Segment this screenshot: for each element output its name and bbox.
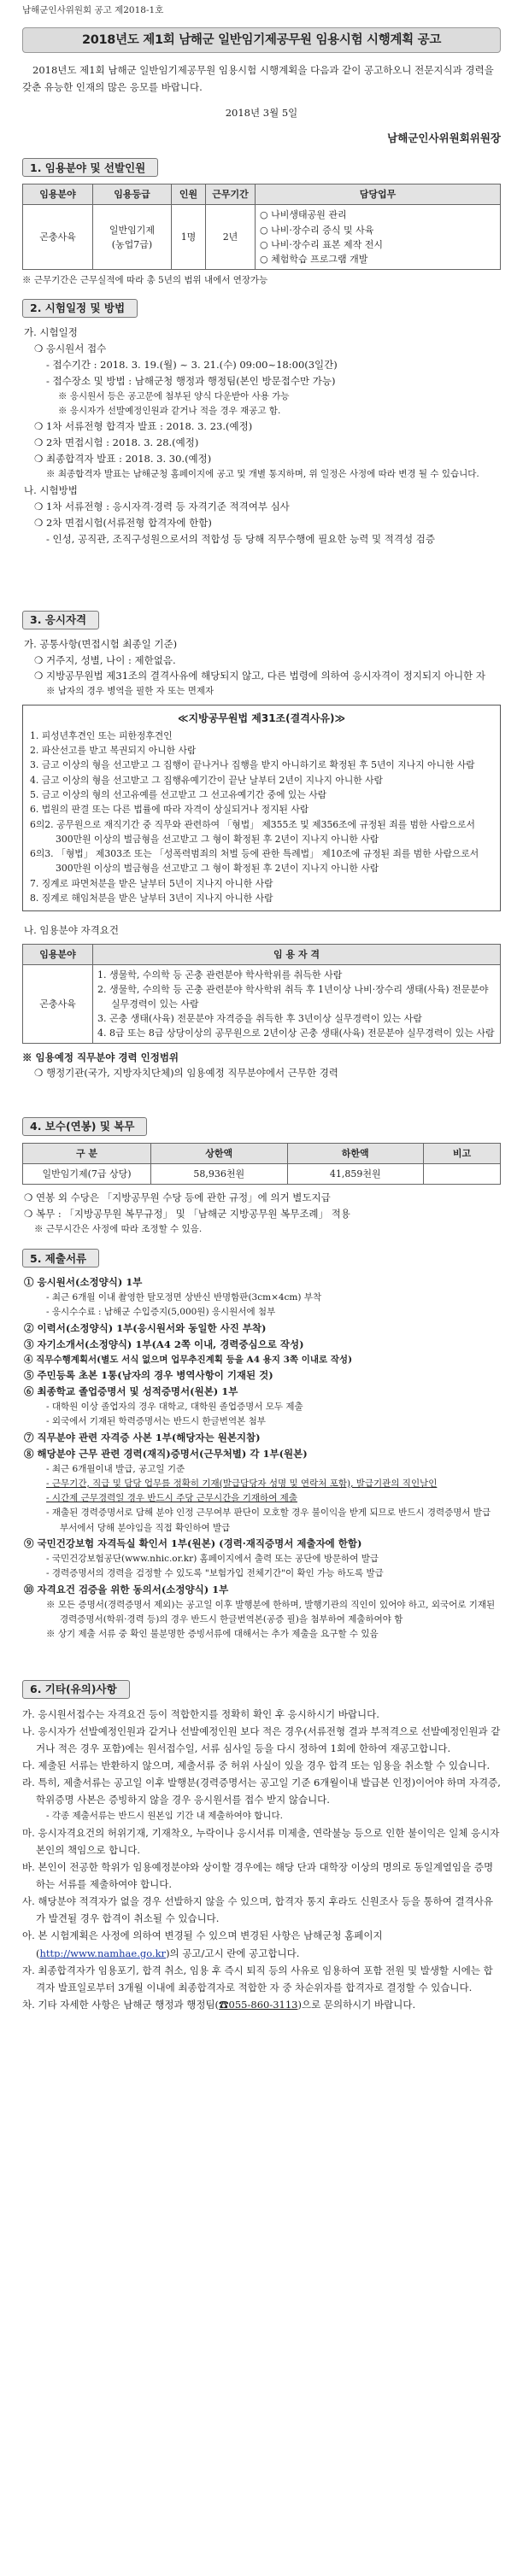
requirement-heading: 나. 임용분야 자격요건 — [24, 924, 119, 937]
doc-item: ⑦ 직무분야 관련 자격증 사본 1부(해당자는 원본지참) — [24, 1431, 261, 1443]
hours-note: ※ 근무시간은 사정에 따라 조정할 수 있음. — [34, 1223, 203, 1234]
section-3-heading: 3. 응시자격 — [22, 611, 99, 629]
allowance-note: ❍ 연봉 외 수당은 「지방공무원 수당 등에 관한 규정」에 의거 별도지급 — [24, 1191, 331, 1203]
period-note: ※ 근무기간은 근무실적에 따라 총 5년의 범위 내에서 연장가능 — [22, 274, 268, 285]
notes-item: 라. 특히, 제출서류는 공고일 이후 발행분(경력증명서는 공고일 기준 6개월이내 발급본 인정)이어야 하며 자격증, 학위증명 사본은 증빙하지 않을 경우 응시원서를 접수 받지 않습니다. — [22, 1777, 501, 1806]
notes-detail: - 각종 제출서류는 반드시 원본임 기간 내 제출하여야 합니다. — [46, 1811, 284, 1822]
doc-item: ③ 자기소개서(소정양식) 1부(A4 2쪽 이내, 경력중심으로 작성) — [24, 1338, 304, 1350]
th-lower: 하한액 — [287, 1143, 424, 1163]
cell-req-field: 곤충사육 — [23, 964, 93, 1043]
disqualification-item: 6의3. 「형법」 제303조 또는 「성폭력범죄의 처벌 등에 관한 특례법」 제10조에 규정된 죄를 범한 사람으로서 300만원 이상의 벌금형을 선고받고 그 형이 확정된 후 2년이 지나지 아니한 사람 — [30, 848, 479, 875]
career-scope-item: ❍ 행정기관(국가, 지방자치단체)의 임용예정 직무분야에서 근무한 경력 — [34, 1067, 338, 1080]
notes-item: 아. 본 시험계획은 사정에 의하여 변경될 수 있으며 변경된 사항은 남해군청 홈페이지(http://www.namhae.go.kr)의 공고/고시 란에 공고합니다. — [22, 1929, 383, 1959]
doc-detail: - 근무기간, 직급 및 담당 업무를 정확히 기재(발급담당자 성명 및 연락처 포함), 발급기관의 직인날인 — [46, 1478, 438, 1489]
requirement-item: 1. 생물학, 수의학 등 곤충 관련분야 학사학위를 취득한 사람 — [97, 969, 343, 981]
application-place: - 접수장소 및 방법 : 남해군청 행정과 행정팀(본인 방문접수만 가능) — [46, 374, 336, 387]
cell-field: 곤충사육 — [23, 205, 93, 269]
notes-item: 나. 응시자가 선발예정인원과 같거나 선발예정인원 보다 적은 경우(서류전형 결과 부적격으로 선발예정인원과 같거나 적은 경우 포함)에는 원서접수일, 서류 심사일 등을 다시 정하여 1회에 한하여 재공고합니다. — [22, 1724, 501, 1754]
notes-item: 다. 제출된 서류는 반환하지 않으며, 제출서류 중 허위 사실이 있을 경우 합격 또는 임용을 취소할 수 있습니다. — [22, 1759, 491, 1771]
notice-date: 2018년 3월 5일 — [225, 107, 298, 120]
military-note: ※ 남자의 경우 병역을 필한 자 또는 면제자 — [46, 686, 214, 697]
cell-period: 2년 — [206, 205, 256, 269]
duty-item: ○ 나비생태공원 관리 — [260, 209, 347, 221]
cell-count: 1명 — [172, 205, 206, 269]
application-period: - 접수기간 : 2018. 3. 19.(월) ~ 3. 21.(수) 09:00~18:00(3일간) — [46, 358, 338, 371]
disqualification-title: ≪지방공무원법 제31조(결격사유)≫ — [177, 711, 346, 724]
doc-item: ① 응시원서(소정양식) 1부 — [24, 1276, 143, 1289]
section-2-heading: 2. 시험일정 및 방법 — [22, 299, 138, 318]
doc-note: ※ 모든 증명서(경력증명서 제외)는 공고일 이후 발행분에 한하며, 발행기관의 직인이 있어야 하고, 외국어로 기재된 경력증명서(학위·경력 등)의 경우 반드시 한글번역본(공증 필)을 첨부하여 제출하여야 함 — [46, 1599, 496, 1625]
homepage-link[interactable]: http://www.namhae.go.kr — [39, 1947, 167, 1959]
notes-block — [22, 1706, 501, 2014]
notes-item: 마. 응시자격요건의 허위기재, 기재착오, 누락이나 응시서류 미제출, 연락불능 등으로 인한 불이익은 일체 응시자 본인의 책임으로 합니다. — [22, 1826, 500, 1856]
common-item-2: ❍ 지방공무원법 제31조의 결격사유에 해당되지 않고, 다른 법령에 의하여 응시자격이 정지되지 아니한 자 — [34, 670, 485, 682]
disqualification-item: 5. 금고 이상의 형의 선고유예를 선고받고 그 선고유예기간 중에 있는 사람 — [30, 789, 327, 800]
doc-detail: - 경력증명서의 경력을 검정할 수 있도록 "보험가입 전체기간"이 확인 가능 하도록 발급 — [46, 1568, 384, 1579]
requirement-table — [22, 944, 501, 1044]
cell-req-quals — [93, 964, 501, 1043]
doc-item: ⑤ 주민등록 초본 1통(남자의 경우 병역사항이 기재된 것) — [24, 1369, 273, 1382]
section-1-heading: 1. 임용분야 및 선발인원 — [22, 158, 158, 177]
duty-item: ○ 체험학습 프로그램 개발 — [260, 253, 368, 265]
doc-detail: - 외국에서 기재된 학력증명서는 반드시 한글번역본 첨부 — [46, 1416, 266, 1427]
notice-title: 2018년도 제1회 남해군 일반임기제공무원 임용시험 시행계획 공고 — [22, 27, 501, 53]
requirement-item: 4. 8급 또는 8급 상당이상의 공무원으로 2년이상 곤충 생태(사육) 전문분야 실무경력이 있는 사람 — [97, 1027, 495, 1039]
th-period: 근무기간 — [206, 184, 256, 205]
doc-detail: - 최근 6개월 이내 촬영한 탈모정면 상반신 반명함판(3cm×4cm) 부착 — [46, 1292, 322, 1303]
application-item: ❍ 응시원서 접수 — [34, 342, 107, 354]
salary-notes — [22, 1190, 501, 1237]
final-result-note: ※ 최종합격자 발표는 남해군청 홈페이지에 공고 및 개별 통지하며, 위 일정은 사정에 따라 변경 될 수 있습니다. — [46, 469, 479, 480]
disqualification-item: 6의2. 공무원으로 재직기간 중 직무와 관련하여 「형법」 제355조 및 제356조에 규정된 죄를 범한 사람으로서 300만원 이상의 벌금형을 선고받고 그 형이 확정된 후 2년이 지나지 아니한 사람 — [30, 818, 475, 845]
notes-item: 바. 본인이 전공한 학위가 임용예정분야와 상이할 경우에는 해당 단과 대학장 이상의 명의로 동일계열임을 증명하는 서류를 제출하여야 합니다. — [22, 1860, 494, 1891]
interview-item: ❍ 2차 면접시험 : 2018. 3. 28.(예정) — [34, 436, 199, 449]
notes-item: 차. 기타 자세한 사항은 남해군 행정과 행정팀(☎055-860-3113)으로 문의하시기 바랍니다. — [22, 1998, 416, 2011]
th-duties: 담당업무 — [256, 184, 501, 205]
cell-duties — [256, 205, 501, 269]
th-req-field: 임용분야 — [23, 944, 93, 964]
th-remark: 비고 — [424, 1143, 501, 1163]
doc-item: ④ 직무수행계획서(별도 서식 없으며 업무추진계획 등을 A4 용지 3쪽 이내로 작성) — [24, 1354, 353, 1365]
disqualification-item: 6. 법원의 판결 또는 다른 법률에 따라 자격이 상실되거나 정지된 사람 — [30, 804, 309, 816]
qualification-block — [22, 636, 501, 700]
duty-item: ○ 나비·장수리 증식 및 사육 — [260, 224, 374, 236]
notes-item: 사. 해당분야 적격자가 없을 경우 선발하지 않을 수 있으며, 합격자 통지 후라도 신원조사 등을 통하여 결격사유가 발견될 경우 합격이 취소될 수 있습니다. — [22, 1895, 493, 1925]
th-type: 구 분 — [23, 1143, 151, 1163]
schedule-block — [22, 325, 501, 547]
doc-detail: - 국민건강보험공단(www.nhic.or.kr) 홈페이지에서 출력 또는 공단에 방문하여 발급 — [46, 1554, 379, 1565]
th-count: 인원 — [172, 184, 206, 205]
th-field: 임용분야 — [23, 184, 93, 205]
doc-note: ※ 상기 제출 서류 중 확인 불분명한 증빙서류에 대해서는 추가 제출을 요구할 수 있음 — [46, 1629, 379, 1640]
cell-upper: 58,936천원 — [151, 1163, 288, 1184]
disqualification-item: 2. 파산선고를 받고 복권되지 아니한 사람 — [30, 745, 197, 757]
disqualification-item: 1. 피성년후견인 또는 피한정후견인 — [30, 729, 173, 741]
salary-table — [22, 1143, 501, 1185]
doc-detail: - 최근 6개월이내 발급, 공고일 기준 — [46, 1463, 185, 1474]
documents-block — [22, 1274, 501, 1642]
disqualification-item: 7. 징계로 파면처분을 받은 날부터 5년이 지나지 아니한 사람 — [30, 877, 273, 889]
doc-item: ⑧ 해당분야 근무 관련 경력(재직)증명서(근무처별) 각 1부(원본) — [24, 1447, 308, 1460]
method-interview: ❍ 2차 면접시험(서류전형 합격자에 한함) — [34, 516, 212, 529]
position-table — [22, 184, 501, 269]
issuing-org: 남해군인사위원회위원장 — [387, 132, 501, 145]
phone-number: ☎055-860-3113 — [219, 1998, 298, 2011]
cell-remark — [424, 1163, 501, 1184]
method-document: ❍ 1차 서류전형 : 응시자격·경력 등 자격기준 적격여부 심사 — [34, 500, 290, 512]
doc-detail: - 시간제 근무경력일 경우 반드시 주당 근무시간을 기재하여 제출 — [46, 1493, 297, 1504]
notice-number: 남해군인사위원회 공고 제2018-1호 — [22, 5, 164, 15]
career-scope-heading: ※ 임용예정 직무분야 경력 인정범위 — [22, 1051, 179, 1064]
doc-item: ⑥ 최종학교 졸업증명서 및 성적증명서(원본) 1부 — [24, 1385, 238, 1397]
disqualification-box — [22, 705, 501, 911]
document-result-item: ❍ 1차 서류전형 합격자 발표 : 2018. 3. 23.(예정) — [34, 420, 253, 433]
intro-paragraph: 2018년도 제1회 남해군 일반임기제공무원 임용시험 시행계획을 다음과 같이 공고하오니 전문지식과 경력을 갖춘 유능한 인재의 많은 응모를 바랍니다. — [22, 64, 494, 94]
section-6-heading: 6. 기타(유의)사항 — [22, 1680, 130, 1699]
cell-lower: 41,859천원 — [287, 1163, 424, 1184]
doc-item: ⑩ 자격요건 검증을 위한 동의서(소정양식) 1부 — [24, 1583, 229, 1595]
doc-detail: - 응시수수료 : 남해군 수입증지(5,000원) 응시원서에 첨부 — [46, 1307, 276, 1318]
service-note: ❍ 복무 : 「지방공무원 복무규정」 및 「남해군 지방공무원 복무조례」 적용 — [24, 1207, 350, 1220]
notes-item: 가. 응시원서접수는 자격요건 등이 적합한지를 정확히 확인 후 응시하시기 바랍니다. — [22, 1707, 379, 1720]
requirement-item: 2. 생물학, 수의학 등 곤충 관련분야 학사학위 취득 후 1년이상 나비·장수리 생태(사육) 전문분야 실무경력이 있는 사람 — [97, 984, 489, 1010]
re-notice-note: ※ 응시자가 선발예정인원과 같거나 적을 경우 재공고 함. — [58, 406, 281, 417]
doc-item: ② 이력서(소정양식) 1부(응시원서와 동일한 사진 부착) — [24, 1321, 267, 1334]
th-req-qual: 임 용 자 격 — [93, 944, 501, 964]
cell-type: 일반임기제(7급 상당) — [23, 1163, 151, 1184]
method-interview-detail: - 인성, 공직관, 조직구성원으로서의 적합성 등 당해 직무수행에 필요한 능력 및 적격성 검증 — [46, 532, 435, 545]
schedule-heading: 가. 시험일정 — [24, 325, 78, 338]
cell-grade: 일반임기제 (농업7급) — [93, 205, 172, 269]
disqualification-item: 4. 금고 이상의 형을 선고받고 그 집행유예기간이 끝난 날부터 2년이 지나지 아니한 사람 — [30, 774, 383, 786]
requirement-item: 3. 곤충 생태(사육) 전문분야 자격증을 취득한 후 3년이상 실무경력이 있는 사람 — [97, 1013, 422, 1025]
form-note: ※ 응시원서 등은 공고문에 첨부된 양식 다운받아 사용 가능 — [58, 390, 290, 401]
method-heading: 나. 시험방법 — [24, 483, 78, 496]
doc-detail: - 대학원 이상 졸업자의 경우 대학교, 대학원 졸업증명서 모두 제출 — [46, 1401, 303, 1412]
doc-item: ⑨ 국민건강보험 자격득실 확인서 1부(원본) (경력·재직증명서 제출자에 한함) — [24, 1537, 362, 1550]
doc-detail: - 재출된 경력증명서로 담해 분야 인정 근무여부 판단이 모호할 경우 불이익을 받게 되므로 반드시 경력증명서 발급 부서에서 당해 분야임을 직접 확인하여 발급 — [46, 1508, 491, 1533]
section-5-heading: 5. 제출서류 — [22, 1249, 99, 1268]
notes-item: 자. 최종합격자가 임용포기, 합격 취소, 임용 후 즉시 퇴직 등의 사유로 임용하여 포함 전원 및 발생할 시에는 합격자 발표일로부터 3개월 이내에 최종합격자로 적합한 자 중 차순위자를 합격자로 결정할 수 있습니다. — [22, 1964, 493, 1993]
common-item-1: ❍ 거주지, 성별, 나이 : 제한없음. — [34, 653, 176, 666]
th-grade: 임용등급 — [93, 184, 172, 205]
disqualification-item: 8. 징계로 해임처분을 받은 날부터 3년이 지나지 아니한 사람 — [30, 892, 273, 904]
th-upper: 상한액 — [151, 1143, 288, 1163]
section-4-heading: 4. 보수(연봉) 및 복무 — [22, 1117, 147, 1136]
duty-item: ○ 나비·장수리 표본 제작 전시 — [260, 238, 383, 250]
final-result-item: ❍ 최종합격자 발표 : 2018. 3. 30.(예정) — [34, 453, 212, 465]
common-heading: 가. 공통사항(면접시험 최종일 기준) — [24, 637, 178, 650]
disqualification-item: 3. 금고 이상의 형을 선고받고 그 집행이 끝나거나 집행을 받지 아니하기로 확정된 후 5년이 지나지 아니한 사람 — [30, 759, 475, 771]
